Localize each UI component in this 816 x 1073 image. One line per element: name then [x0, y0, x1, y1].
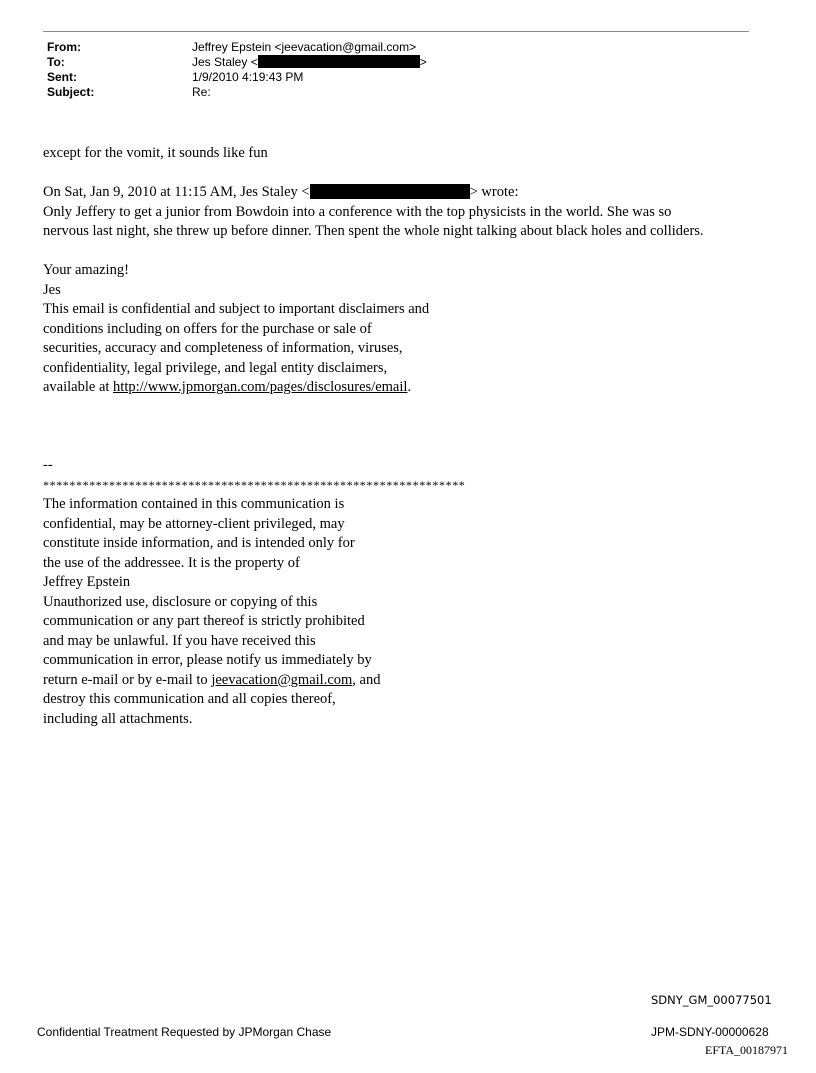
confidentiality-line: communication or any part thereof is strictly prohibited — [43, 613, 365, 629]
reply-text: except for the vomit, it sounds like fun — [43, 145, 268, 161]
jpm-disclosures-link[interactable]: http://www.jpmorgan.com/pages/disclosures/email — [113, 379, 408, 395]
subject-value: Re: — [192, 85, 211, 99]
confidentiality-line: The information contained in this communication is — [43, 496, 345, 512]
confidentiality-line: constitute inside information, and is intended only for — [43, 535, 355, 551]
subject-row — [47, 85, 427, 100]
redaction-bar — [310, 184, 470, 199]
confidentiality-line: return e-mail or by e-mail to jeevacation@gmail.com, and — [43, 671, 381, 688]
quote-intro — [43, 183, 783, 203]
quote-intro-suffix: > wrote: — [469, 184, 519, 200]
email-link[interactable]: jeevacation@gmail.com — [211, 671, 353, 688]
confidential-footer: Confidential Treatment Requested by JPMorgan Chase — [37, 1025, 332, 1039]
email-header — [47, 40, 427, 100]
to-suffix: > — [419, 55, 427, 69]
sent-value: 1/9/2010 4:19:43 PM — [192, 70, 304, 84]
signature-name: Jes — [43, 281, 61, 298]
jpm-disclaimer-line: securities, accuracy and completeness of information, viruses, — [43, 340, 403, 356]
jpm-disclaimer-line: This email is confidential and subject to important disclaimers and — [43, 301, 430, 317]
confidentiality-line: Jeffrey Epstein — [43, 574, 131, 590]
subject-label: Subject: — [47, 85, 95, 99]
confidentiality-line: destroy this communication and all copies thereof, — [43, 691, 336, 707]
confidentiality-line: the use of the addressee. It is the property of — [43, 554, 300, 571]
from-label: From: — [47, 40, 81, 54]
jpm-bates: JPM-SDNY-00000628 — [651, 1025, 769, 1039]
to-label: To: — [47, 55, 65, 69]
bates-sdny: SDNY_GM_00077501 — [651, 993, 772, 1007]
to-value — [192, 55, 427, 70]
signature-separator: -- — [43, 457, 53, 473]
confidentiality-line: communication in error, please notify us immediately by — [43, 652, 372, 668]
email-body — [43, 144, 783, 729]
jpm-disclaimer-line: conditions including on offers for the purchase or sale of — [43, 320, 372, 337]
to-row — [47, 55, 427, 70]
asterisk-line: **************************************************************** — [43, 477, 466, 492]
confidentiality-line: including all attachments. — [43, 710, 193, 727]
header-divider — [43, 31, 749, 32]
confidentiality-line: Unauthorized use, disclosure or copying of this — [43, 593, 318, 610]
to-prefix: Jes Staley < — [192, 55, 258, 69]
confidentiality-line: confidential, may be attorney-client privileged, may — [43, 515, 345, 532]
quote-line: Only Jeffery to get a junior from Bowdoin into a conference with the top physicists in the world. She was so — [43, 203, 672, 220]
jpm-disclaimer-line: available at http://www.jpmorgan.com/pages/disclosures/email. — [43, 379, 412, 395]
sent-label: Sent: — [47, 70, 77, 84]
amazing-line: Your amazing! — [43, 262, 129, 278]
from-row — [47, 40, 427, 55]
quote-line: nervous last night, she threw up before dinner. Then spent the whole night talking about black holes and colliders. — [43, 223, 704, 239]
redaction-bar — [258, 55, 420, 68]
efta-bates: EFTA_00187971 — [705, 1043, 789, 1057]
sent-row — [47, 70, 427, 85]
quote-intro-prefix: On Sat, Jan 9, 2010 at 11:15 AM, Jes Staley < — [43, 184, 310, 200]
jpm-disclaimer-line: confidentiality, legal privilege, and legal entity disclaimers, — [43, 359, 388, 376]
from-value: Jeffrey Epstein <jeevacation@gmail.com> — [192, 40, 417, 54]
confidentiality-line: and may be unlawful. If you have received this — [43, 632, 316, 649]
